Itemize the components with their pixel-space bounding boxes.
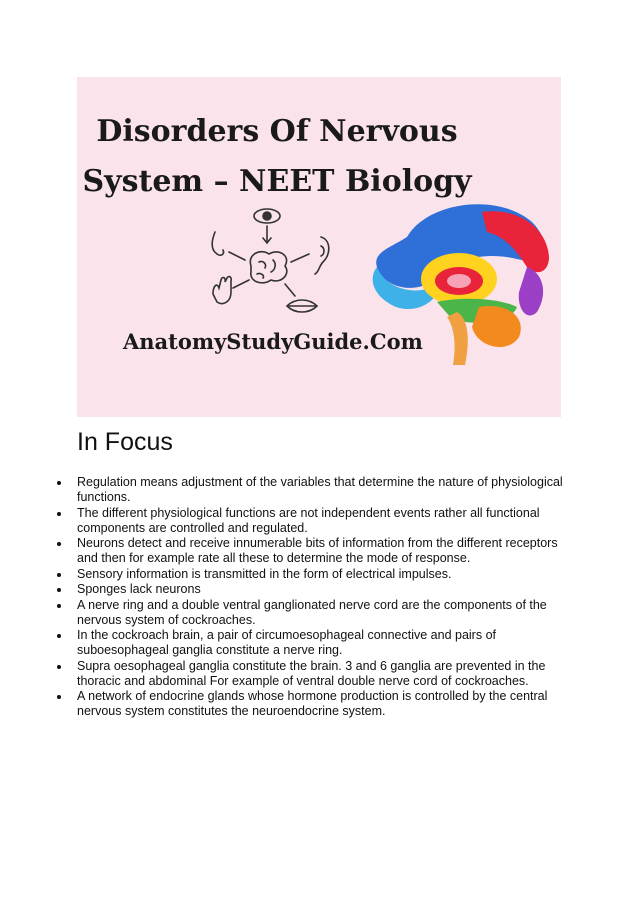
- list-item: Neurons detect and receive innumerable bits of information from the different receptors and then for example rate all these to determine the mode of response.: [77, 536, 567, 566]
- section-heading: In Focus: [77, 428, 173, 456]
- banner-title: [77, 107, 477, 207]
- bullet-list: [77, 475, 567, 720]
- banner-title-line-2: System – NEET Biology: [82, 164, 472, 199]
- list-item: Sensory information is transmitted in the form of electrical impulses.: [77, 567, 567, 582]
- banner-title-line-1: Disorders Of Nervous: [96, 114, 458, 149]
- list-item: Supra oesophageal ganglia constitute the brain. 3 and 6 ganglia are prevented in the thoracic and abdominal For example of ventral double nerve cord of cockroaches.: [77, 659, 567, 689]
- header-banner-image: [77, 77, 561, 417]
- list-item: In the cockroach brain, a pair of circumoesophageal connective and pairs of suboesophageal ganglia constitute a nerve ring.: [77, 628, 567, 658]
- senses-diagram-icon: [197, 202, 337, 322]
- banner-site-name: AnatomyStudyGuide.Com: [123, 329, 423, 354]
- list-item: Sponges lack neurons: [77, 582, 567, 597]
- list-item: Regulation means adjustment of the variables that determine the nature of physiological functions.: [77, 475, 567, 505]
- list-item: A network of endocrine glands whose hormone production is controlled by the central nervous system constitutes the neuroendocrine system.: [77, 689, 567, 719]
- list-item: The different physiological functions are not independent events rather all functional components are controlled and regulated.: [77, 506, 567, 536]
- list-item: A nerve ring and a double ventral ganglionated nerve cord are the components of the nervous system of cockroaches.: [77, 598, 567, 628]
